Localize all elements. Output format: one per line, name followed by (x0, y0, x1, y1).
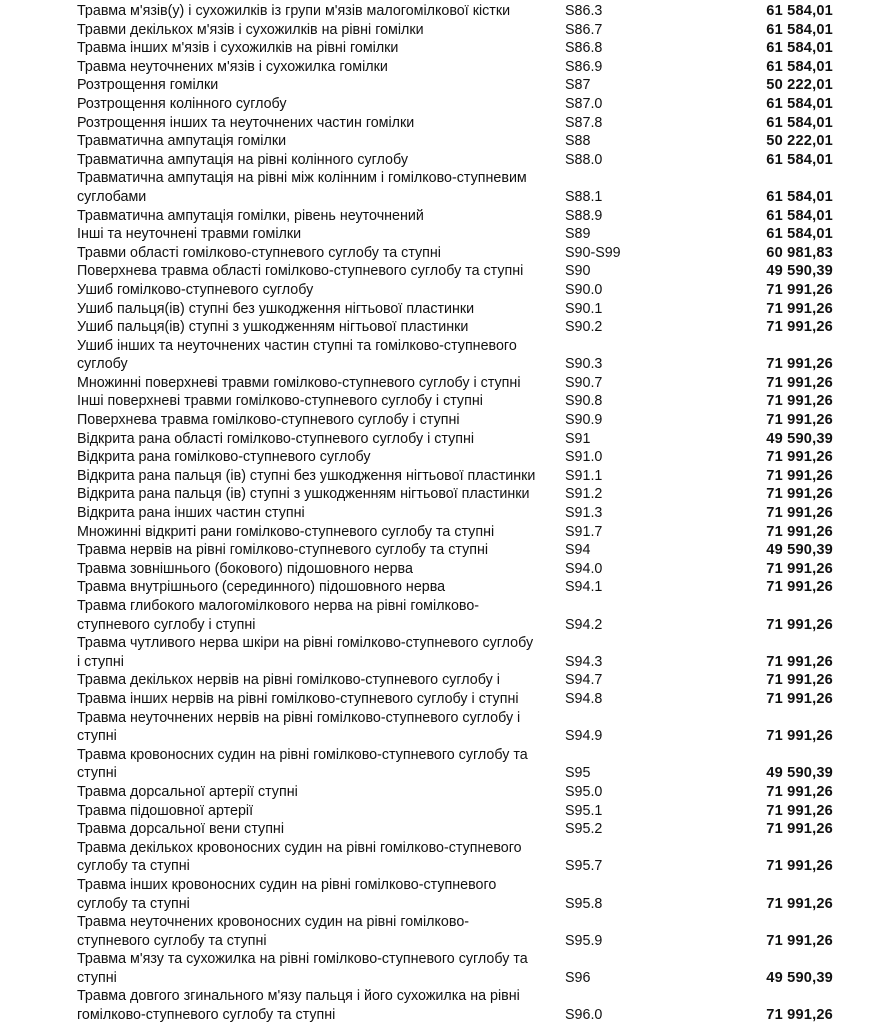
diagnosis-name: Травматична ампутація гомілки, рівень неуточнений (77, 207, 424, 224)
table-row (0, 987, 873, 1024)
tariff-amount: 50 222,01 (766, 77, 833, 94)
table-row (0, 207, 873, 226)
diagnosis-name: Відкрита рана пальця (ів) ступні без ушкодження нігтьової пластинки (77, 467, 536, 484)
diagnosis-name: Травма чутливого нерва шкіри на рівні гомілково-ступневого суглобу і ступні (77, 635, 534, 670)
icd-code: S91.7 (565, 523, 603, 540)
diagnosis-name: Інші поверхневі травми гомілково-ступневого суглобу і ступні (77, 393, 483, 410)
table-row (0, 318, 873, 337)
tariff-amount: 61 584,01 (766, 114, 833, 131)
icd-code: S86.9 (565, 58, 603, 75)
tariff-amount: 71 991,26 (766, 412, 833, 429)
diagnosis-name: Поверхнева травма області гомілково-ступневого суглобу та ступні (77, 263, 524, 280)
icd-code: S90 (565, 263, 591, 280)
tariff-amount: 71 991,26 (766, 281, 833, 298)
icd-code: S94.3 (565, 653, 603, 670)
tariff-amount: 71 991,26 (766, 505, 833, 522)
icd-code: S86.7 (565, 21, 603, 38)
icd-code: S91.3 (565, 505, 603, 522)
table-row (0, 597, 873, 634)
diagnosis-name: Відкрита рана інших частин ступні (77, 505, 305, 522)
table-row (0, 578, 873, 597)
tariff-amount: 49 590,39 (766, 969, 833, 986)
table-row (0, 39, 873, 58)
icd-code: S96 (565, 969, 591, 986)
tariff-amount: 60 981,83 (766, 244, 833, 261)
diagnosis-name: Поверхнева травма гомілково-ступневого суглобу і ступні (77, 412, 460, 429)
table-row (0, 392, 873, 411)
diagnosis-name: Травма неуточнених нервів на рівні гомілково-ступневого суглобу і ступні (77, 709, 521, 745)
tariff-amount: 71 991,26 (766, 783, 833, 800)
diagnosis-name: Травма глибокого малогомілкового нерва на рівні гомілково- ступневого суглобу і ступні (77, 598, 480, 633)
tariff-amount: 61 584,01 (766, 95, 833, 112)
icd-code: S90.7 (565, 374, 603, 391)
table-row (0, 485, 873, 504)
diagnosis-name: Травма неуточнених кровоносних судин на рівні гомілково- ступневого суглобу та ступні (77, 914, 470, 949)
diagnosis-name: Множинні відкриті рани гомілково-ступневого суглобу та ступні (77, 523, 495, 540)
table-row (0, 709, 873, 746)
table-row (0, 839, 873, 876)
diagnosis-name: Ушиб інших та неуточнених частин ступні та гомілково-ступневого суглобу (77, 337, 517, 373)
tariff-amount: 71 991,26 (766, 356, 833, 373)
icd-code: S96.0 (565, 1007, 603, 1024)
diagnosis-name: Травми декількох м'язів і сухожилків на рівні гомілки (77, 21, 424, 38)
table-row (0, 244, 873, 263)
tariff-amount: 71 991,26 (766, 802, 833, 819)
diagnosis-name: Травма кровоносних судин на рівні гомілково-ступневого суглобу та ступні (77, 746, 528, 782)
icd-code: S87.8 (565, 114, 603, 131)
diagnosis-name: Розтрощення гомілки (77, 77, 219, 94)
tariff-amount: 71 991,26 (766, 932, 833, 949)
tariff-amount: 71 991,26 (766, 393, 833, 410)
table-row (0, 411, 873, 430)
table-row (0, 430, 873, 449)
diagnosis-name: Множинні поверхневі травми гомілково-ступневого суглобу і ступні (77, 374, 521, 391)
icd-code: S95.8 (565, 895, 603, 912)
icd-code: S95.1 (565, 802, 603, 819)
icd-code: S90.0 (565, 281, 603, 298)
table-row (0, 523, 873, 542)
icd-code: S90.9 (565, 412, 603, 429)
diagnosis-name: Травма підошовної артерії (77, 802, 254, 819)
tariff-amount: 71 991,26 (766, 523, 833, 540)
icd-code: S94.8 (565, 690, 603, 707)
icd-code: S94.1 (565, 579, 603, 596)
icd-code: S94.7 (565, 672, 603, 689)
table-row (0, 876, 873, 913)
diagnosis-name: Травма зовнішнього (бокового) підошовного нерва (77, 560, 413, 577)
tariff-amount: 71 991,26 (766, 449, 833, 466)
tariff-amount: 61 584,01 (766, 226, 833, 243)
table-row (0, 802, 873, 821)
diagnosis-name: Травми області гомілково-ступневого суглобу та ступні (77, 244, 441, 261)
tariff-amount: 71 991,26 (766, 374, 833, 391)
tariff-amount: 71 991,26 (766, 486, 833, 503)
diagnosis-name: Травма внутрішнього (серединного) підошовного нерва (77, 579, 446, 596)
tariff-amount: 71 991,26 (766, 1007, 833, 1024)
table-row (0, 467, 873, 486)
diagnosis-name: Ушиб гомілково-ступневого суглобу (77, 281, 314, 298)
table-row (0, 169, 873, 206)
icd-code: S87 (565, 77, 591, 94)
table-row (0, 820, 873, 839)
table-row (0, 337, 873, 374)
table-row (0, 671, 873, 690)
tariff-amount: 61 584,01 (766, 207, 833, 224)
table-row (0, 783, 873, 802)
diagnosis-name: Травма дорсальної вени ступні (77, 821, 285, 838)
diagnosis-name: Травма декількох кровоносних судин на рівні гомілково-ступневого суглобу та ступні (77, 839, 522, 875)
icd-code: S94.0 (565, 560, 603, 577)
table-row (0, 225, 873, 244)
tariff-amount: 71 991,26 (766, 300, 833, 317)
icd-code: S94 (565, 542, 591, 559)
table-row (0, 262, 873, 281)
tariff-amount: 71 991,26 (766, 690, 833, 707)
icd-code: S88.0 (565, 151, 603, 168)
diagnosis-name: Травма довгого згинального м'язу пальця і його сухожилка на рівні гомілково-ступневого суглобу та ступні (77, 988, 520, 1024)
icd-code: S88.1 (565, 188, 603, 205)
icd-code: S94.2 (565, 616, 603, 633)
diagnosis-name: Травма неуточнених м'язів і сухожилка гомілки (77, 58, 388, 75)
icd-code: S91.0 (565, 449, 603, 466)
tariff-amount: 61 584,01 (766, 21, 833, 38)
diagnosis-name: Розтрощення інших та неуточнених частин гомілки (77, 114, 415, 131)
tariff-amount: 71 991,26 (766, 728, 833, 745)
tariff-amount: 49 590,39 (766, 542, 833, 559)
tariff-amount: 71 991,26 (766, 319, 833, 336)
table-row (0, 746, 873, 783)
table-row (0, 504, 873, 523)
table-row (0, 114, 873, 133)
tariff-amount: 71 991,26 (766, 858, 833, 875)
tariff-amount: 49 590,39 (766, 765, 833, 782)
diagnosis-name: Травма м'язів(у) і сухожилків із групи м'язів малогомілкової кістки (77, 3, 511, 19)
icd-code: S90.8 (565, 393, 603, 410)
tariff-amount: 61 584,01 (766, 58, 833, 75)
diagnosis-name: Травма нервів на рівні гомілково-ступневого суглобу та ступні (77, 542, 489, 559)
icd-code: S90.3 (565, 356, 603, 373)
diagnosis-name: Ушиб пальця(ів) ступні з ушкодженням нігтьової пластинки (77, 319, 469, 336)
table-row (0, 95, 873, 114)
table-row (0, 634, 873, 671)
table-row (0, 448, 873, 467)
diagnosis-name: Розтрощення колінного суглобу (77, 95, 287, 112)
table-row (0, 541, 873, 560)
table-row (0, 374, 873, 393)
tariff-amount: 61 584,01 (766, 151, 833, 168)
diagnosis-name: Травматична ампутація на рівні колінного суглобу (77, 151, 409, 168)
tariff-amount: 71 991,26 (766, 895, 833, 912)
diagnosis-name: Травма дорсальної артерії ступні (77, 783, 298, 800)
diagnosis-name: Травматична ампутація на рівні між колінним і гомілково-ступневим суглобами (77, 170, 527, 205)
icd-code: S91.1 (565, 467, 603, 484)
table-row (0, 76, 873, 95)
icd-code: S86.3 (565, 3, 603, 19)
diagnosis-name: Травматична ампутація гомілки (77, 133, 287, 150)
tariff-amount: 49 590,39 (766, 263, 833, 280)
diagnosis-name: Інші та неуточнені травми гомілки (77, 226, 302, 243)
diagnosis-name: Відкрита рана пальця (ів) ступні з ушкодженням нігтьової пластинки (77, 486, 530, 503)
diagnosis-name: Травма інших нервів на рівні гомілково-ступневого суглобу і ступні (77, 690, 519, 707)
tariff-amount: 71 991,26 (766, 467, 833, 484)
icd-code: S89 (565, 226, 591, 243)
icd-code: S90.2 (565, 319, 603, 336)
diagnosis-name: Відкрита рана області гомілково-ступневого суглобу і ступні (77, 430, 475, 447)
tariff-amount: 71 991,26 (766, 672, 833, 689)
tariff-amount: 50 222,01 (766, 133, 833, 150)
icd-code: S87.0 (565, 95, 603, 112)
diagnosis-name: Відкрита рана гомілково-ступневого суглобу (77, 449, 371, 466)
icd-code: S91 (565, 430, 591, 447)
icd-code: S88 (565, 133, 591, 150)
icd-code: S95.2 (565, 821, 603, 838)
icd-code: S91.2 (565, 486, 603, 503)
icd-code: S95.9 (565, 932, 603, 949)
tariff-amount: 71 991,26 (766, 616, 833, 633)
tariff-amount: 61 584,01 (766, 3, 833, 19)
table-row (0, 151, 873, 170)
table-row (0, 300, 873, 319)
document-page (0, 2, 873, 1025)
tariff-amount: 49 590,39 (766, 430, 833, 447)
icd-code: S88.9 (565, 207, 603, 224)
table-row (0, 21, 873, 40)
diagnosis-name: Травма м'язу та сухожилка на рівні гомілково-ступневого суглобу та ступні (77, 951, 528, 986)
table-row (0, 690, 873, 709)
icd-code: S95 (565, 765, 591, 782)
diagnosis-name: Ушиб пальця(ів) ступні без ушкодження нігтьової пластинки (77, 300, 475, 317)
icd-code: S86.8 (565, 40, 603, 57)
icd-code: S95.0 (565, 783, 603, 800)
tariff-amount: 61 584,01 (766, 40, 833, 57)
icd-code: S90-S99 (565, 244, 621, 261)
table-row (0, 58, 873, 77)
icd-code: S95.7 (565, 858, 603, 875)
table-row (0, 281, 873, 300)
table-row (0, 132, 873, 151)
table-row (0, 950, 873, 987)
table-row (0, 913, 873, 950)
icd-price-table (0, 2, 873, 1025)
tariff-amount: 71 991,26 (766, 821, 833, 838)
diagnosis-name: Травма інших м'язів і сухожилків на рівні гомілки (77, 40, 399, 57)
icd-code: S90.1 (565, 300, 603, 317)
diagnosis-name: Травма декількох нервів на рівні гомілково-ступневого суглобу і (77, 672, 500, 689)
tariff-amount: 71 991,26 (766, 653, 833, 670)
tariff-amount: 71 991,26 (766, 579, 833, 596)
icd-code: S94.9 (565, 728, 603, 745)
diagnosis-name: Травма інших кровоносних судин на рівні гомілково-ступневого суглобу та ступні (77, 876, 497, 912)
tariff-amount: 61 584,01 (766, 188, 833, 205)
table-row (0, 560, 873, 579)
table-row (0, 2, 873, 21)
tariff-amount: 71 991,26 (766, 560, 833, 577)
